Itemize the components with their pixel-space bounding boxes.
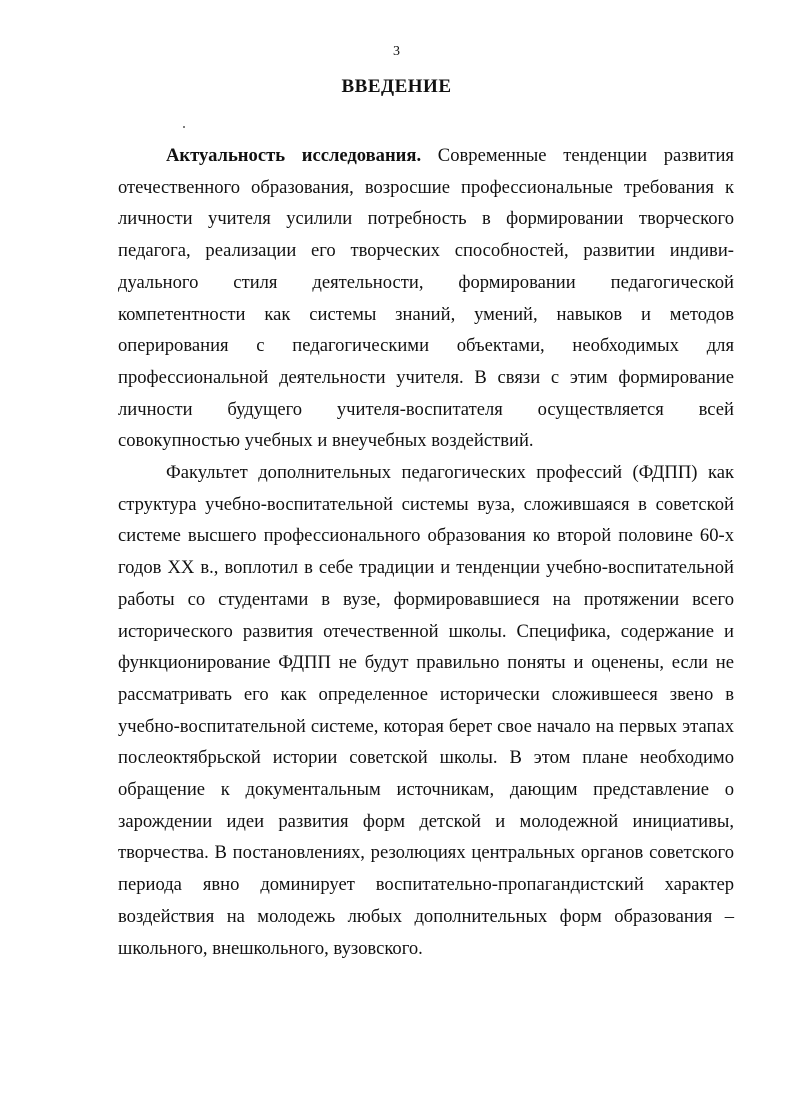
paragraph-text: Факультет дополнительных педагогических профессий (ФДПП) как структура учебно-воспитательной системы вуза, сложившаяся в советской системе высшего профессионального образования ко второй половине 60-х годов XX в., воплотил в себе традиции и тенденции учебно-воспитательной работы со студентами в вузе, формировавшиеся на протяжении всего исторического развития отечественной школы. Специфика, содержание и функционирование ФДПП не будут правильно поняты и оценены, если не рассматривать его как определенное исторически сложившееся звено в учебно-воспитательной системе, которая берет свое начало на первых этапах послеоктябрьской истории советской школы. В этом плане необходимо обращение к документальным источникам, дающим представление о зарождении идеи развития форм детской и молодежной инициативы, творчества. В постановлениях, резолюциях центральных органов советского периода явно доминирует воспитательно-пропагандистский характер воздействия на молодежь любых дополнительных форм образования – школьного, внешкольного, вузовского. bbox=[118, 462, 734, 959]
paragraph-faculty bbox=[118, 457, 734, 964]
paragraph-relevance bbox=[118, 140, 734, 457]
paragraph-lead: Актуальность исследования. bbox=[166, 145, 422, 166]
paragraph-text: Современные тенденции развития отечественного образования, возросшие профессиональные требования к личности учителя усилили потребность в формировании творческого педагога, реализации его творческих способностей, развитии индивидуального стиля деятельности, формировании педагогической компетентности как системы знаний, умений, навыков и методов оперирования с педагогическими объектами, необходимых для профессиональной деятельности учителя. В связи с этим формирование личности будущего учителя-воспитателя осуществляется всей совокупностью учебных и внеучебных воздействий. bbox=[118, 145, 734, 452]
section-title: ВВЕДЕНИЕ bbox=[341, 76, 452, 97]
page-number: 3 bbox=[393, 44, 400, 59]
body-text bbox=[118, 140, 734, 964]
scan-speck bbox=[183, 126, 185, 128]
